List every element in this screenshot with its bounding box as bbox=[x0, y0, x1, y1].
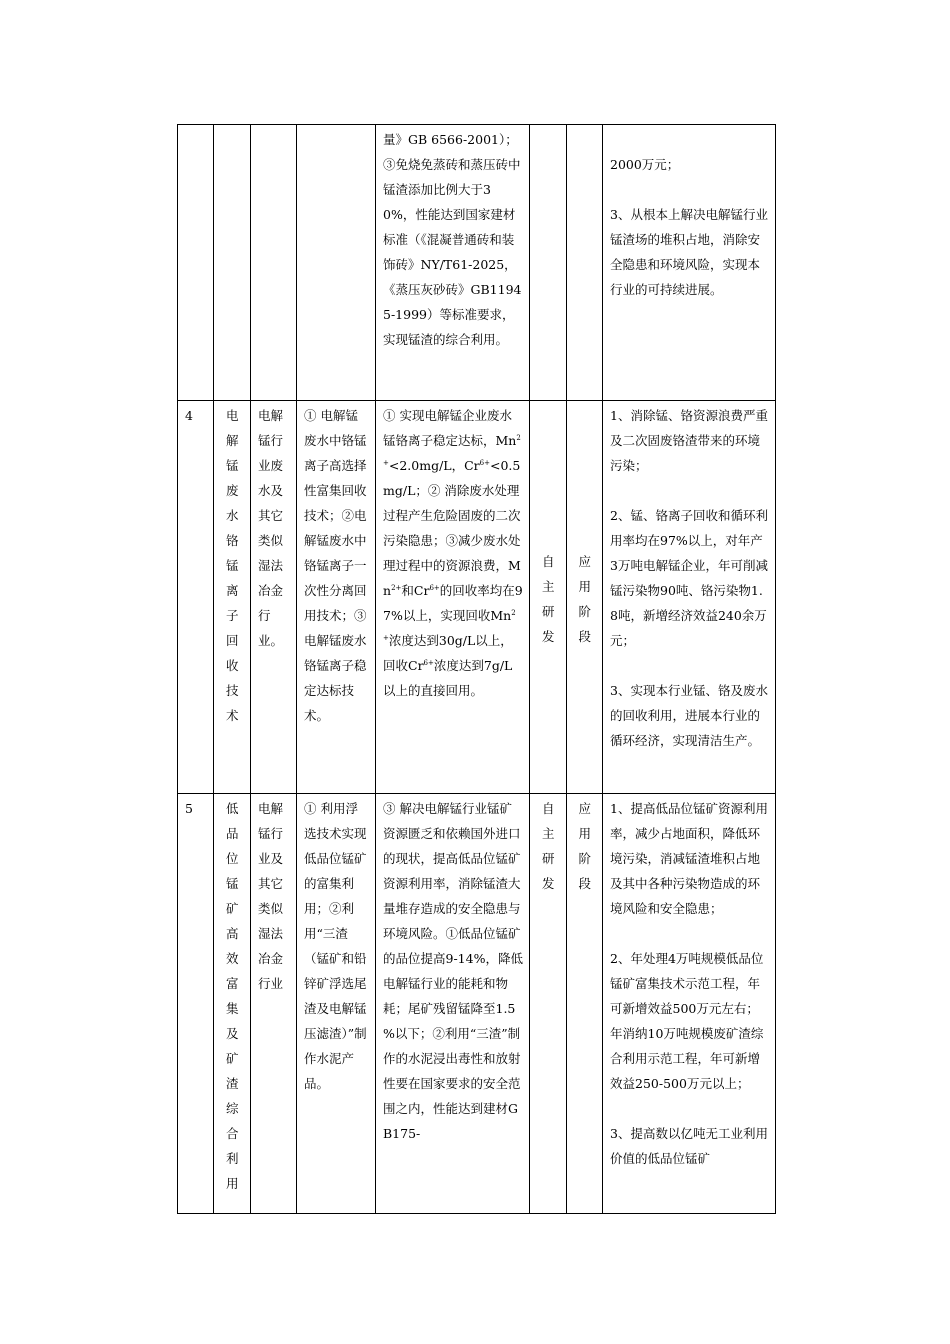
applicable-scope bbox=[251, 125, 297, 401]
tech-source-text: 自主研发 bbox=[542, 554, 555, 644]
tech-stage-text: 应用阶段 bbox=[578, 801, 592, 891]
superscript: 2+ bbox=[383, 433, 521, 467]
technical-goal bbox=[376, 125, 530, 401]
expected-benefit bbox=[603, 794, 776, 1214]
benefit-item: 2、锰、铬离子回收和循环利用率均在97%以上，对年产3万吨电解锰企业，年可削减锰污染物90吨、铬污染物1.8吨，新增经济效益240余万元； bbox=[610, 508, 768, 648]
tech-source bbox=[530, 401, 567, 794]
tech-source-text: 自主研发 bbox=[542, 801, 555, 891]
benefit-item: 3、从根本上解决电解锰行业锰渣场的堆积占地，消除安全隐患和环境风险，实现本行业的可持续进展。 bbox=[610, 207, 768, 297]
expected-benefit bbox=[603, 401, 776, 794]
tech-stage-text: 应用阶段 bbox=[578, 554, 592, 644]
technology-table bbox=[177, 124, 776, 1214]
technology-content bbox=[297, 125, 376, 401]
technical-goal: ③ 解决电解锰行业锰矿资源匮乏和依赖国外进口的现状，提高低品位锰矿资源利用率，消除锰渣大量堆存造成的安全隐患与环境风险。①低品位锰矿的品位提高9-14%，降低电解锰行业的能耗和物耗；尾矿残留锰降至1.5 %以下；②利用“三渣”制作的水泥浸出毒性和放射性要在国家要求的安全范围之内，性能达到建材GB175- bbox=[376, 794, 530, 1214]
benefit-item: 1、提高低品位锰矿资源利用率，减少占地面积，降低环境污染，消减锰渣堆积占地及其中各种污染物造成的环境风险和安全隐患； bbox=[610, 801, 768, 916]
tech-stage bbox=[567, 125, 603, 401]
superscript: 6+ bbox=[423, 658, 434, 667]
goal-text: 浓度达到7g/L以上的直接回用。 bbox=[383, 658, 513, 698]
applicable-scope: 电解锰行业废水及其它类似湿法冶金行业。 bbox=[251, 401, 297, 794]
technology-name-text: 低品位锰矿高效富集及矿渣综合利用 bbox=[226, 801, 239, 1191]
technology-name-text: 电解锰废水铬锰离子回收技术 bbox=[226, 408, 239, 723]
table-row bbox=[178, 125, 776, 401]
goal-text: 的回收率均在97%以上，实现回收Mn bbox=[383, 583, 523, 623]
expected-benefit bbox=[603, 125, 776, 401]
technical-goal bbox=[376, 401, 530, 794]
goal-text: 浓度达到30g/L以上，回收Cr bbox=[383, 633, 513, 673]
tech-stage bbox=[567, 401, 603, 794]
row-number: 4 bbox=[178, 401, 214, 794]
goal-text: <0.5 mg/L；② 消除废水处理过程产生危险固废的二次污染隐患；③减少废水处理过程中的资源浪费，Mn bbox=[383, 458, 521, 598]
technology-name bbox=[214, 794, 251, 1214]
benefit-item: 1、消除锰、铬资源浪费严重及二次固废铬渣带来的环境污染； bbox=[610, 408, 768, 473]
technology-name bbox=[214, 125, 251, 401]
technology-content: ① 电解锰废水中铬锰离子高选择性富集回收技术；②电解锰废水中铬锰离子一次性分离回用技术；③电解锰废水铬锰离子稳定达标技术。 bbox=[297, 401, 376, 794]
benefit-item: 3、提高数以亿吨无工业利用价值的低品位锰矿 bbox=[610, 1126, 768, 1166]
tech-source bbox=[530, 125, 567, 401]
benefit-item: 2、年处理4万吨规模低品位锰矿富集技术示范工程，年可新增效益500万元左右；年消纳10万吨规模废矿渣综合利用示范工程，年可新增效益250-500万元以上； bbox=[610, 951, 764, 1091]
goal-text: <2.0mg/L，Cr bbox=[388, 458, 480, 473]
technology-content: ① 利用浮选技术实现低品位锰矿的富集利用；②利用“三渣（锰矿和铅锌矿浮选尾渣及电解锰压滤渣）”制作水泥产品。 bbox=[297, 794, 376, 1214]
tech-source bbox=[530, 794, 567, 1214]
superscript: 2+ bbox=[391, 583, 402, 592]
applicable-scope: 电解锰行业及其它类似湿法冶金行业 bbox=[251, 794, 297, 1214]
table-row bbox=[178, 794, 776, 1214]
table-row bbox=[178, 401, 776, 794]
superscript: 2+ bbox=[383, 608, 516, 642]
tech-stage bbox=[567, 794, 603, 1214]
benefit-item: 2000万元； bbox=[610, 157, 680, 172]
technology-name bbox=[214, 401, 251, 794]
row-number bbox=[178, 125, 214, 401]
goal-text: 量》GB 6566-2001）；③免烧免蒸砖和蒸压砖中锰渣添加比例大于30%，性能达到国家建材标准（《混凝普通砖和装饰砖》NY/T61-2025，《蒸压灰砂砖》GB11945-1999）等标准要求，实现锰渣的综合利用。 bbox=[383, 132, 522, 347]
goal-text: 和Cr bbox=[401, 583, 430, 598]
row-number: 5 bbox=[178, 794, 214, 1214]
superscript: 6+ bbox=[479, 458, 490, 467]
benefit-item: 3、实现本行业锰、铬及废水的回收利用，进展本行业的循环经济，实现清洁生产。 bbox=[610, 683, 768, 748]
goal-text: ① 实现电解锰企业废水锰铬离子稳定达标，Mn bbox=[383, 408, 517, 448]
superscript: 6+ bbox=[429, 583, 440, 592]
